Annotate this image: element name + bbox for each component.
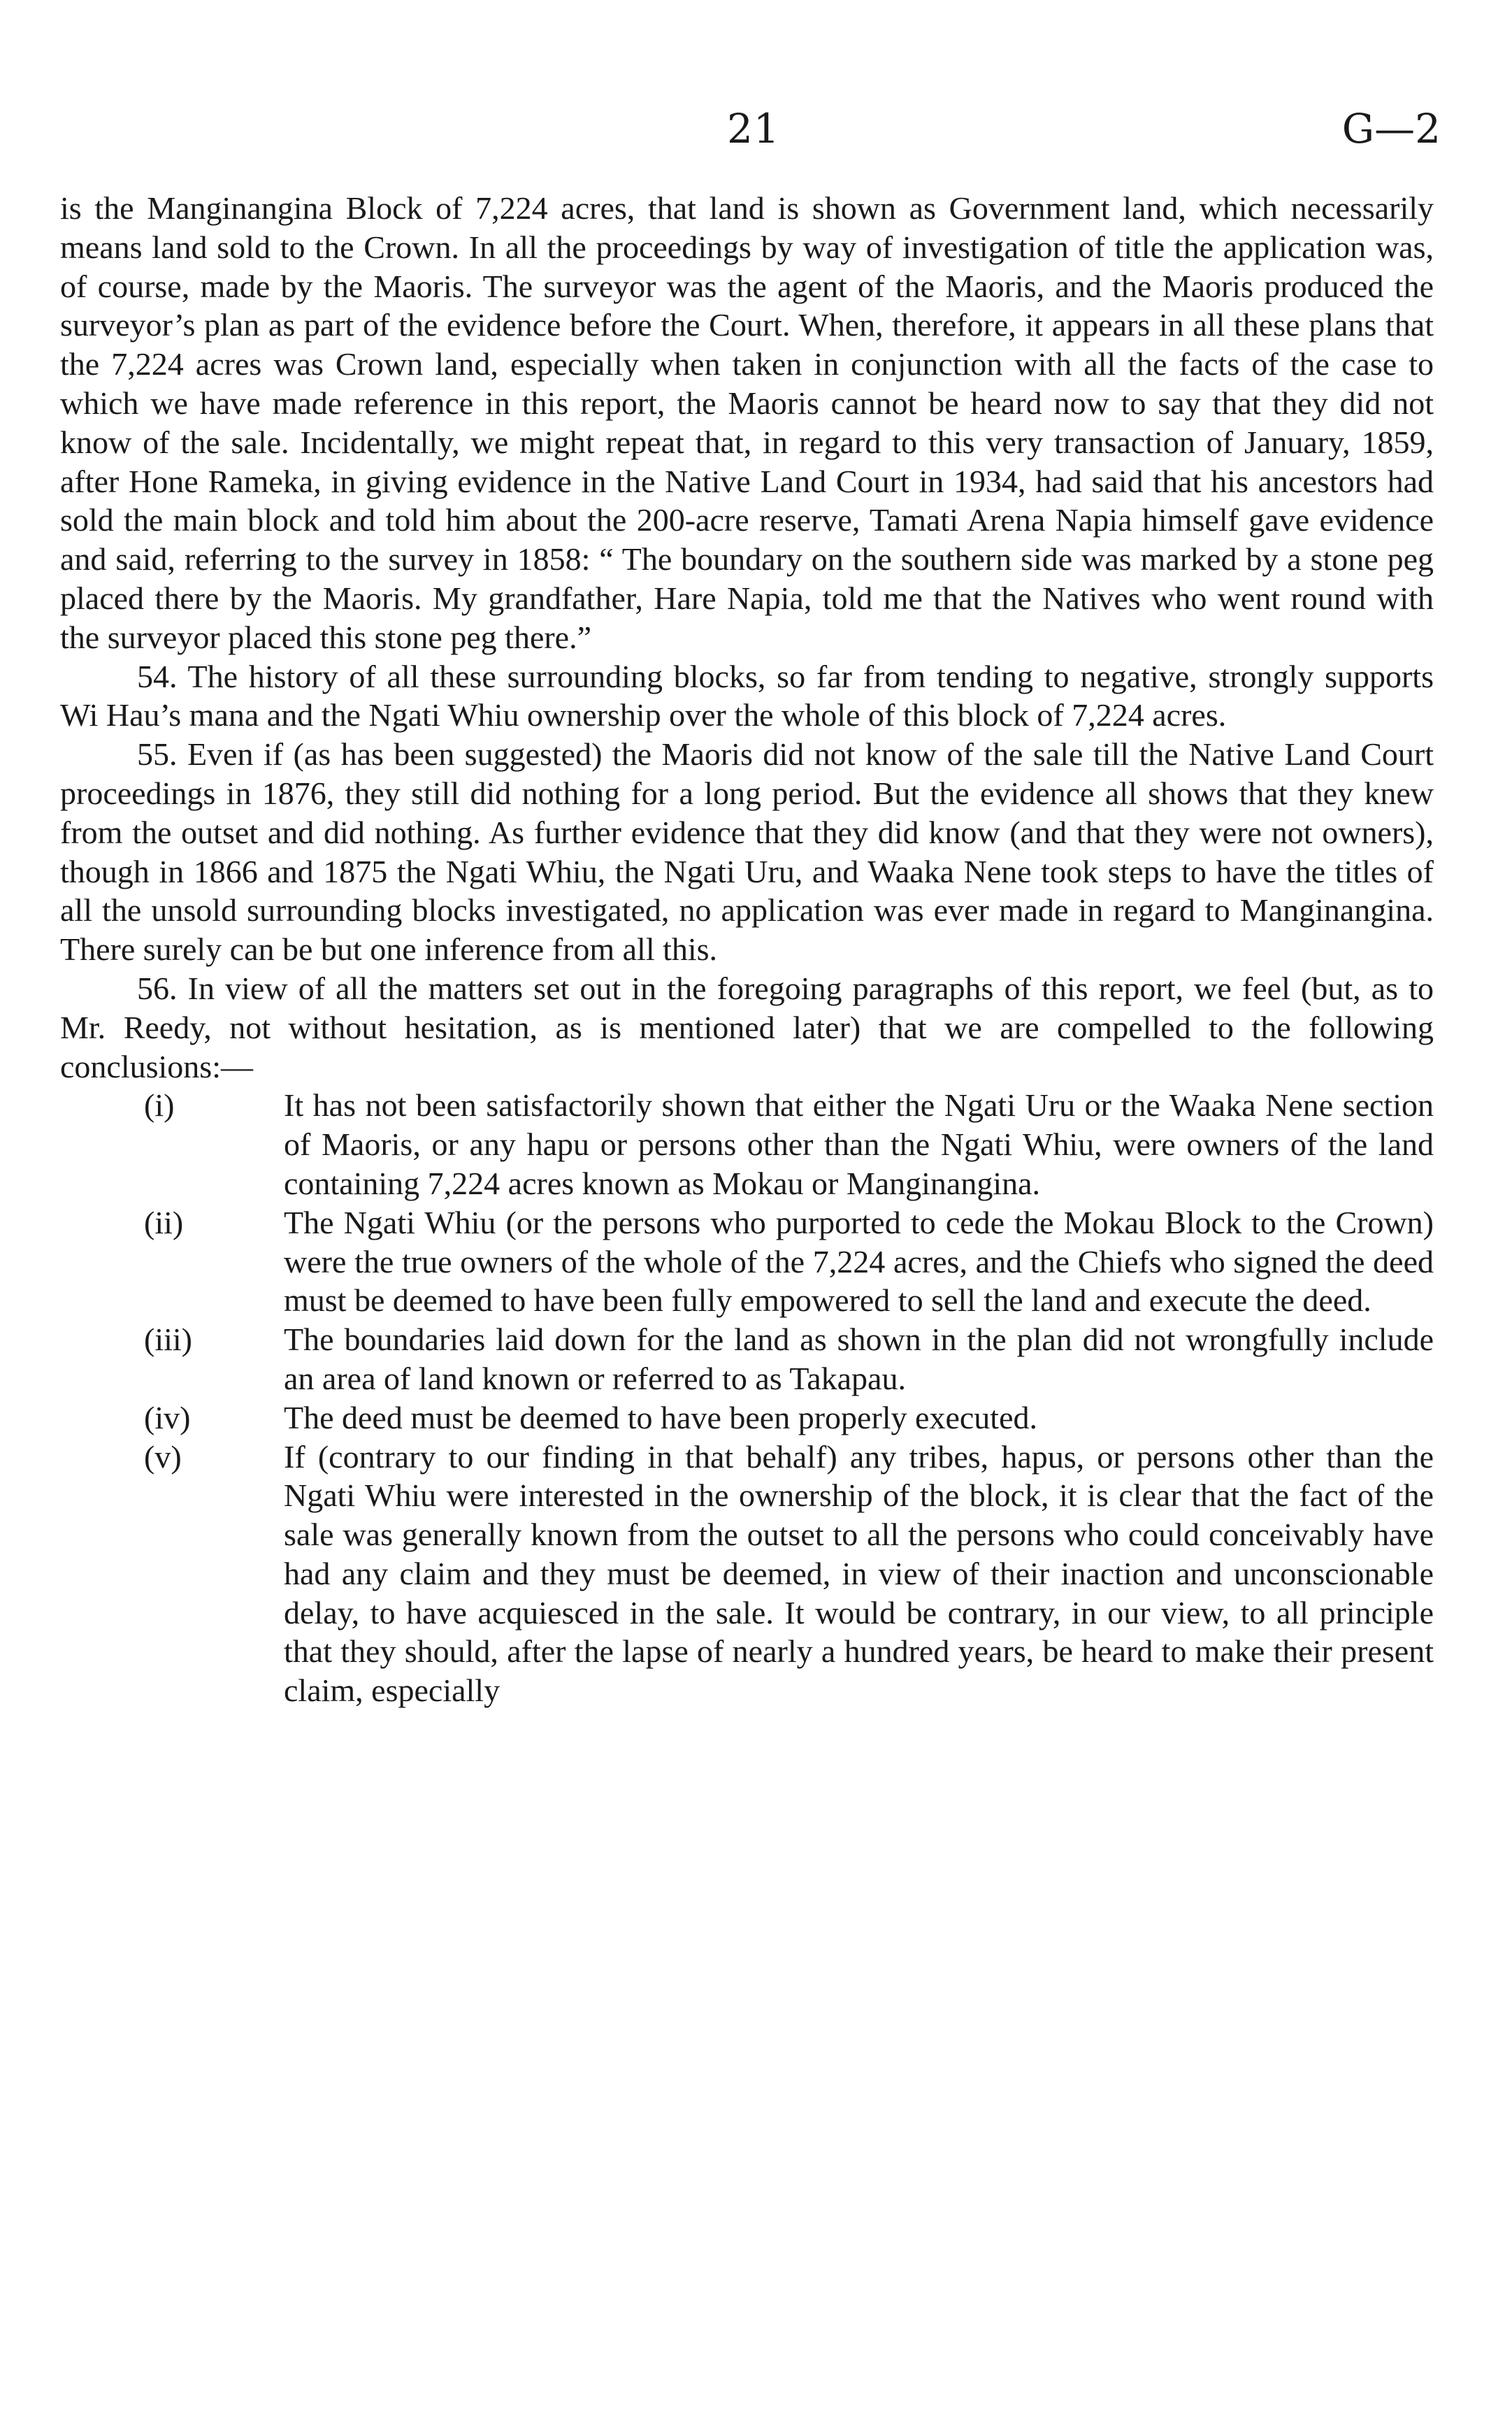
page-header [0,105,1512,161]
conclusion-item [60,1438,1434,1711]
conclusion-text: The Ngati Whiu (or the persons who purported to cede the Mokau Block to the Crown) were the true owners of the whole of the 7,224 acres, and the Chiefs who signed the deed must be deemed to have been fully empowered to sell the land and execute the deed. [284,1204,1434,1319]
page-number: 21 [727,105,780,152]
conclusion-text: It has not been satisfactorily shown that either the Ngati Uru or the Waaka Nene section of Maoris, or any hapu or persons other than the Ngati Whiu, were owners of the land containing 7,224 acres known as Mokau or Manginangina. [284,1087,1434,1201]
conclusion-item [60,1320,1434,1398]
paragraph-56: 56. In view of all the matters set out in the foregoing paragraphs of this report, we feel (but, as to Mr. Reedy, not without hesitation, as is mentioned later) that we are compelled to the following conclusions:— [60,970,1434,1084]
conclusion-text: The boundaries laid down for the land as shown in the plan did not wrongfully include an area of land known or referred to as Takapau. [284,1321,1434,1396]
conclusion-number: (ii) [144,1204,184,1240]
conclusion-item [60,1398,1434,1438]
paragraph-54: 54. The history of all these surrounding blocks, so far from tending to negative, strongly supports Wi Hau’s mana and the Ngati Whiu ownership over the whole of this block of 7,224 acres. [60,658,1434,733]
paragraph-continued: is the Manginangina Block of 7,224 acres, that land is shown as Government land, which necessarily means land sold to the Crown. In all the proceedings by way of investigation of title the application was, of course, made by the Maoris. The surveyor was the agent of the Maoris, and the Maoris produced the surveyor’s plan as part of the evidence before the Court. When, therefore, it appears in all these plans that the 7,224 acres was Crown land, especially when taken in conjunction with all the facts of the case to which we have made reference in this report, the Maoris cannot be heard now to say that they did not know of the sale. Incidentally, we might repeat that, in regard to this very transaction of January, 1859, after Hone Rameka, in giving evidence in the Native Land Court in 1934, had said that his ancestors had sold the main block and told him about the 200-acre reserve, Tamati Arena Napia himself gave evidence and said, referring to the survey in 1858: “ The boundary on the southern side was marked by a stone peg placed there by the Maoris. My grandfather, Hare Napia, told me that the Natives who went round with the surveyor placed this stone peg there.” [60,190,1434,655]
document-body [60,189,1434,1710]
conclusion-text: If (contrary to our finding in that behalf) any tribes, hapus, or persons other than the Ngati Whiu were interested in the ownership of the block, it is clear that the fact of the sale was generally known from the outset to all the persons who could conceivably have had any claim and they must be deemed, in view of their inaction and unconscionable delay, to have acquiesced in the sale. It would be contrary, in our view, to all principle that they should, after the lapse of nearly a hundred years, be heard to make their present claim, especially [284,1438,1434,1709]
conclusions-list [60,1086,1434,1710]
conclusion-number: (i) [144,1087,175,1124]
conclusion-item [60,1203,1434,1320]
conclusion-number: (iv) [144,1399,191,1435]
paragraph-55: 55. Even if (as has been suggested) the Maoris did not know of the sale till the Native Land Court proceedings in 1876, they still did nothing for a long period. But the evidence all shows that they knew from the outset and did nothing. As further evidence that they did know (and that they were not owners), though in 1866 and 1875 the Ngati Whiu, the Ngati Uru, and Waaka Nene took steps to have the titles of all the unsold surrounding blocks investigated, no application was ever made in regard to Manginangina. There surely can be but one inference from all this. [60,736,1434,968]
conclusion-number: (iii) [144,1321,192,1358]
conclusion-number: (v) [144,1438,182,1475]
conclusion-item [60,1086,1434,1203]
conclusion-text: The deed must be deemed to have been properly executed. [284,1399,1037,1435]
document-reference: G—2 [1341,105,1441,152]
